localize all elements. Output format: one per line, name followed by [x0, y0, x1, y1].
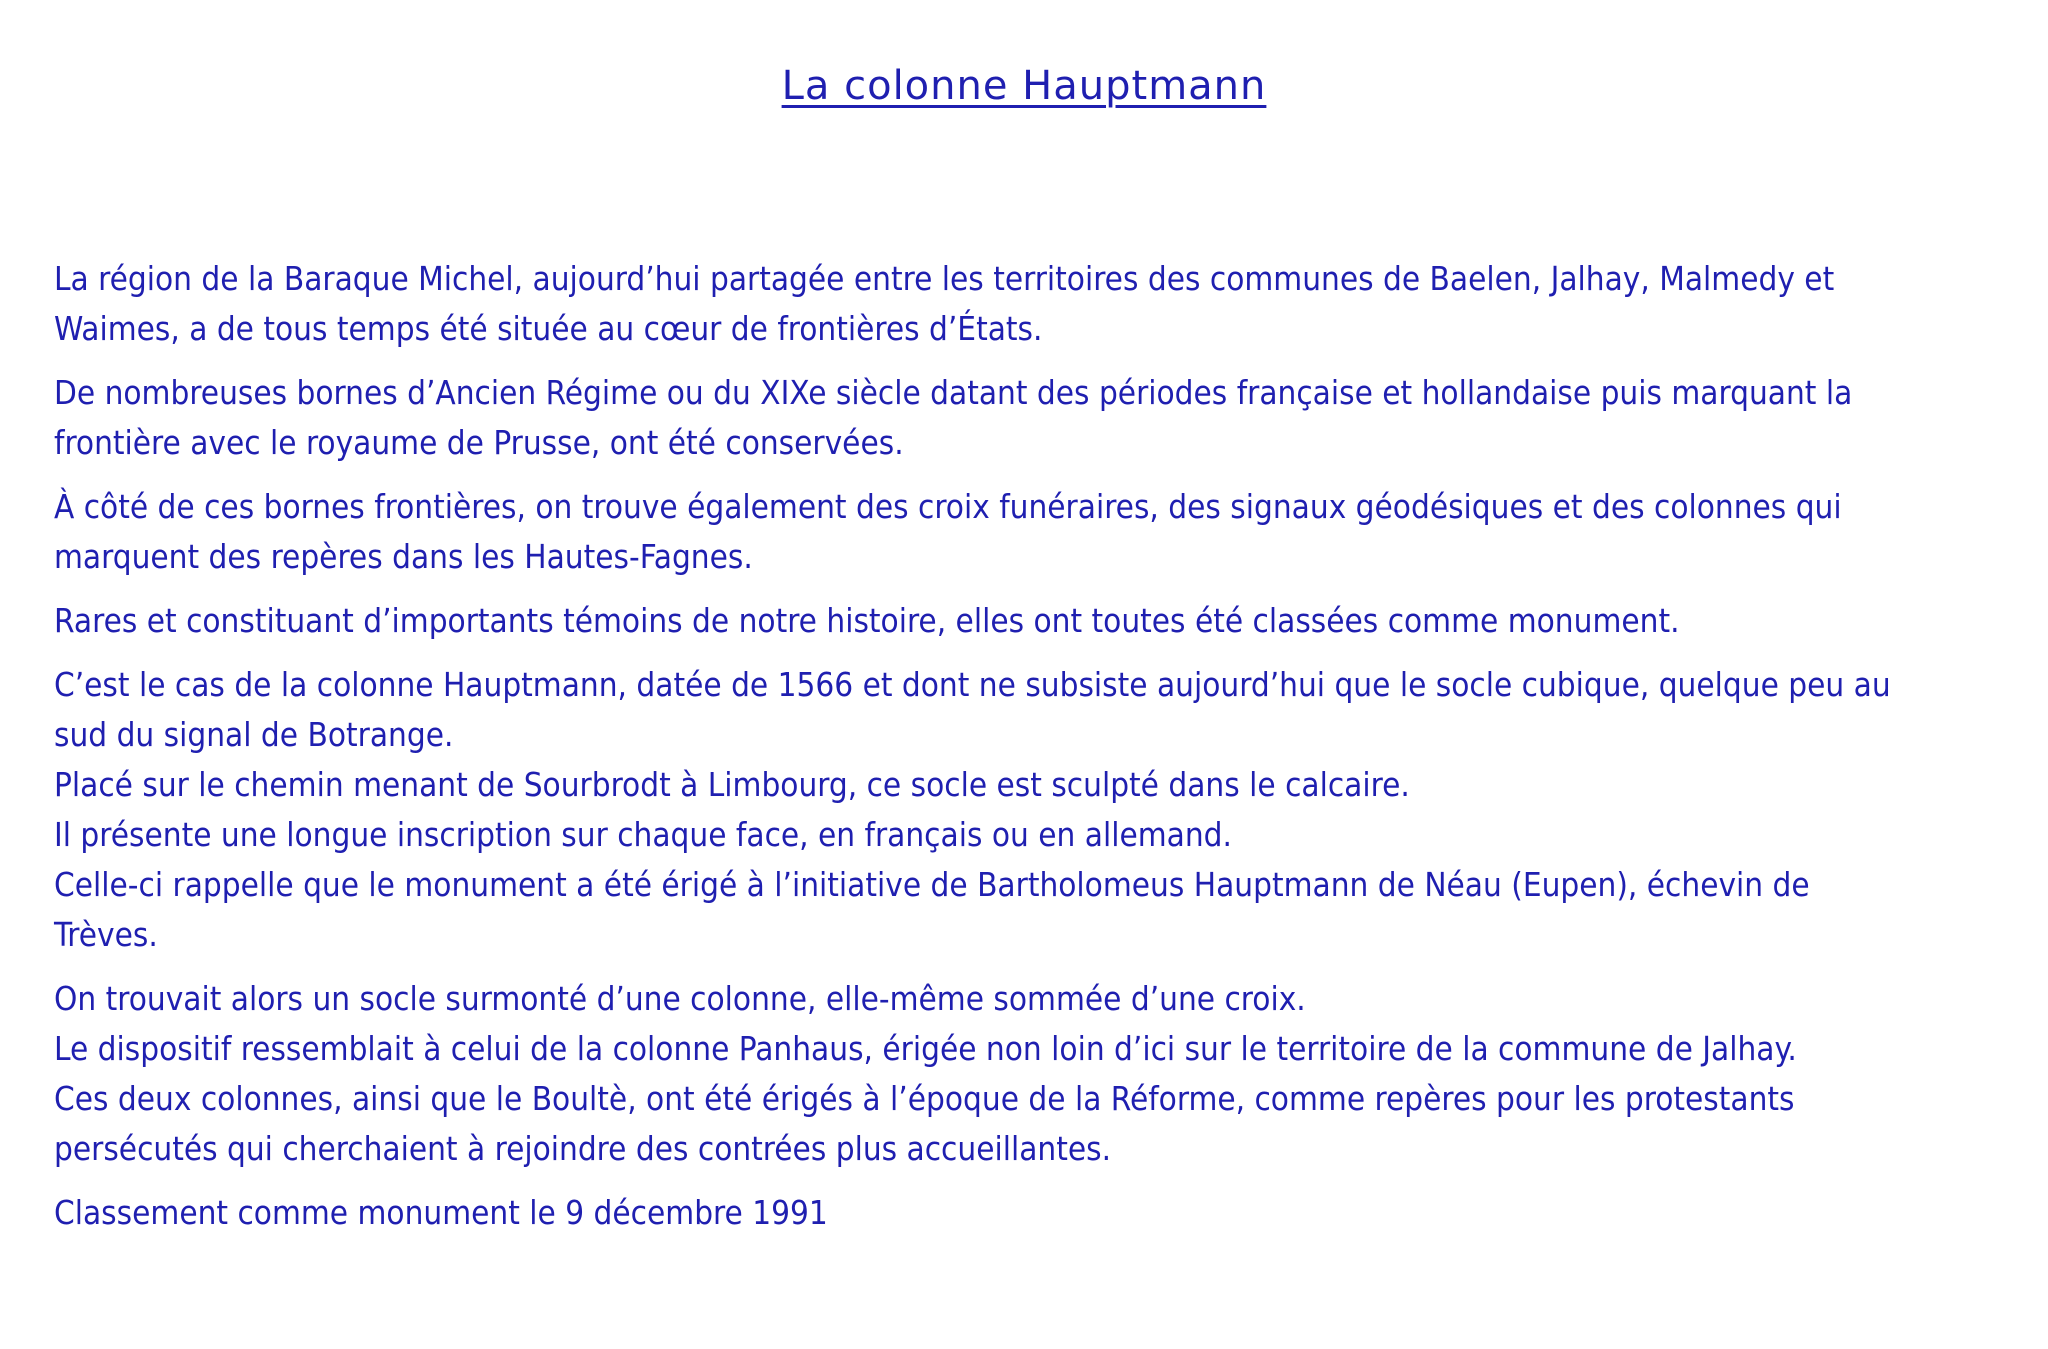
text-line: À côté de ces bornes frontières, on trouve également des croix funéraires, des signaux géodésiques et des colonnes qui — [54, 487, 1842, 526]
text-line: frontière avec le royaume de Prusse, ont été conservées. — [54, 423, 904, 462]
text-line: persécutés qui cherchaient à rejoindre des contrées plus accueillantes. — [54, 1129, 1112, 1168]
text-line: marquent des repères dans les Hautes-Fagnes. — [54, 537, 753, 576]
text-line: Ces deux colonnes, ainsi que le Boultè, ont été érigés à l’époque de la Réforme, comme repères pour les protestants — [54, 1079, 1795, 1118]
paragraph-1 — [54, 254, 2014, 354]
text-line: Waimes, a de tous temps été située au cœur de frontières d’États. — [54, 309, 1043, 348]
text-line: Le dispositif ressemblait à celui de la colonne Panhaus, érigée non loin d’ici sur le territoire de la commune de Jalhay. — [54, 1029, 1797, 1068]
paragraph-3 — [54, 482, 2014, 582]
paragraph-5 — [54, 660, 2014, 960]
text-line: Trèves. — [54, 915, 158, 954]
text-line: De nombreuses bornes d’Ancien Régime ou du XIXe siècle datant des périodes française et hollandaise puis marquant la — [54, 373, 1853, 412]
text-line: Placé sur le chemin menant de Sourbrodt à Limbourg, ce socle est sculpté dans le calcaire. — [54, 765, 1410, 804]
text-line: Rares et constituant d’importants témoins de notre histoire, elles ont toutes été classées comme monument. — [54, 601, 1680, 640]
text-line: On trouvait alors un socle surmonté d’une colonne, elle-même sommée d’une croix. — [54, 979, 1306, 1018]
document-body — [54, 254, 2014, 1252]
page-title: La colonne Hauptmann — [781, 63, 1267, 109]
text-line: Il présente une longue inscription sur chaque face, en français ou en allemand. — [54, 815, 1232, 854]
paragraph-6 — [54, 974, 2014, 1174]
paragraph-2 — [54, 368, 2014, 468]
text-line: sud du signal de Botrange. — [54, 715, 454, 754]
text-line: La région de la Baraque Michel, aujourd’hui partagée entre les territoires des communes de Baelen, Jalhay, Malmedy et — [54, 259, 1835, 298]
paragraph-7 — [54, 1188, 2014, 1238]
text-line: Celle-ci rappelle que le monument a été érigé à l’initiative de Bartholomeus Hauptmann de Néau (Eupen), échevin de — [54, 865, 1810, 904]
text-line: Classement comme monument le 9 décembre 1991 — [54, 1193, 828, 1232]
paragraph-4 — [54, 596, 2014, 646]
text-line: C’est le cas de la colonne Hauptmann, datée de 1566 et dont ne subsiste aujourd’hui que le socle cubique, quelque peu au — [54, 665, 1891, 704]
